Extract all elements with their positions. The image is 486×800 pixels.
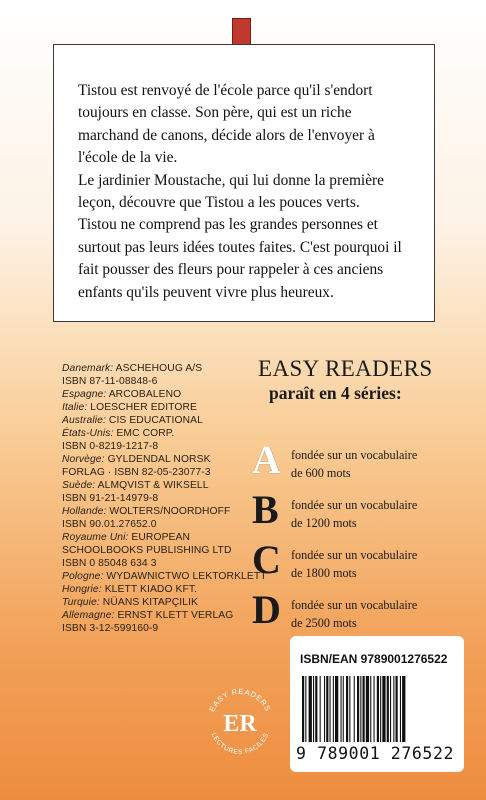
series-letter: B xyxy=(252,487,279,532)
publisher-list xyxy=(62,362,272,635)
publisher-name: GYLDENDAL NORSK xyxy=(107,454,211,465)
publisher-name: ISBN 90.01.27652.0 xyxy=(62,519,157,530)
barcode-bar xyxy=(313,676,314,742)
series-desc-line1: fondée sur un vocabulaire xyxy=(291,448,418,462)
series-letter: D xyxy=(252,587,281,632)
series-letter: C xyxy=(252,537,281,582)
publisher-name: KLETT KIADO KFT. xyxy=(104,584,198,595)
publisher-name: CIS EDUCATIONAL xyxy=(108,415,203,426)
publisher-name: ALMQVIST & WIKSELL xyxy=(97,480,209,491)
barcode-bar xyxy=(315,676,317,742)
publisher-line xyxy=(62,453,272,466)
barcode-bar xyxy=(382,676,385,742)
publisher-line xyxy=(62,362,272,375)
series-b xyxy=(252,487,452,538)
publisher-name: ARCOBALENO xyxy=(108,389,182,400)
publisher-country: Royaume Uni: xyxy=(62,532,129,543)
logo-initials: ER xyxy=(223,711,257,737)
barcode-bar xyxy=(326,676,328,742)
barcode-bar xyxy=(330,676,331,742)
barcode-bar xyxy=(393,676,394,742)
barcode-bar xyxy=(346,676,348,742)
publisher-country: Allemagne: xyxy=(62,610,115,621)
barcode-bar xyxy=(400,676,401,742)
publisher-country: Norvège: xyxy=(62,454,105,465)
barcode-bar xyxy=(354,676,355,742)
series-desc-line2: de 600 mots xyxy=(291,466,351,480)
barcode-bar xyxy=(374,676,375,742)
publisher-line xyxy=(62,544,272,557)
barcode-bar xyxy=(402,676,405,742)
barcode-bars xyxy=(302,676,452,742)
publisher-name: EUROPEAN xyxy=(131,532,191,543)
barcode-bar xyxy=(302,676,304,742)
series-desc-line2: de 1800 mots xyxy=(291,566,357,580)
publisher-name: LOESCHER EDITORE xyxy=(90,402,197,413)
publisher-line xyxy=(62,401,272,414)
logo-top-text: EASY READERS xyxy=(207,686,273,714)
publisher-country: Turquie: xyxy=(62,597,100,608)
barcode-bar xyxy=(335,676,338,742)
publisher-line xyxy=(62,505,272,518)
publisher-line xyxy=(62,518,272,531)
publisher-name: SCHOOLBOOKS PUBLISHING LTD xyxy=(62,545,232,556)
publisher-line xyxy=(62,570,272,583)
series-desc-line1: fondée sur un vocabulaire xyxy=(291,548,418,562)
series-description xyxy=(291,496,417,532)
easy-readers-logo xyxy=(200,682,280,762)
barcode-bar xyxy=(357,676,359,742)
publisher-line xyxy=(62,583,272,596)
publisher-line xyxy=(62,531,272,544)
barcode-bar xyxy=(396,676,398,742)
series-title: EASY READERS xyxy=(258,356,433,381)
publisher-country: Italie: xyxy=(62,402,88,413)
publisher-name: WYDAWNICTWO LEKTORKLETT xyxy=(106,571,267,582)
series-desc-line1: fondée sur un vocabulaire xyxy=(291,598,418,612)
publisher-line xyxy=(62,479,272,492)
publisher-name: ISBN 3-12-599160-9 xyxy=(62,623,159,634)
publisher-name: FORLAG · ISBN 82-05-23077-3 xyxy=(62,467,211,478)
blurb-paragraph-3: Tistou ne comprend pas les grandes personnes et surtout pas leurs idées toutes faites. C'est pourquoi il fait pousser des fleurs pour rappeler à ces anciens enfants qu'ils peuvent vivre plus heureux. xyxy=(78,216,402,301)
barcode-digits: 9 789001 276522 xyxy=(296,744,455,763)
publisher-line xyxy=(62,427,272,440)
barcode-bar xyxy=(341,676,342,742)
publisher-line xyxy=(62,414,272,427)
series-desc-line1: fondée sur un vocabulaire xyxy=(291,498,418,512)
publisher-country: Suède: xyxy=(62,480,96,491)
series-description xyxy=(291,546,417,582)
series-c xyxy=(252,537,452,588)
publisher-line xyxy=(62,557,272,570)
publisher-name: ISBN 0 85048 634 3 xyxy=(62,558,157,569)
barcode-bar xyxy=(320,676,321,742)
series-description xyxy=(291,596,417,632)
publisher-name: ASCHEHOUG A/S xyxy=(115,363,203,374)
publisher-country: Australie: xyxy=(62,415,106,426)
publisher-line xyxy=(62,622,272,635)
publisher-country: Danemark: xyxy=(62,363,114,374)
barcode-bar xyxy=(324,676,325,742)
barcode-bar xyxy=(309,676,312,742)
barcode-bar xyxy=(380,676,381,742)
series-a xyxy=(252,437,452,488)
logo-bottom-text: LECTURES FACILES xyxy=(209,731,271,757)
publisher-name: ISBN 0-8219-1217-8 xyxy=(62,441,159,452)
publisher-line xyxy=(62,388,272,401)
blurb-paragraph-1: Tistou est renvoyé de l'école parce qu'il s'endort toujours en classe. Son père, qui est un riche marchand de canons, décide alors de l'envoyer à l'école de la vie. xyxy=(78,82,375,167)
publisher-line xyxy=(62,492,272,505)
series-description xyxy=(291,446,417,482)
barcode-bar xyxy=(370,676,371,742)
barcode-bar xyxy=(387,676,389,742)
blurb-paragraph-2: Le jardinier Moustache, qui lui donne la première leçon, découvre que Tistou a les pouces verts. xyxy=(78,171,384,212)
barcode-bar xyxy=(390,676,391,742)
publisher-country: Hollande: xyxy=(62,506,107,517)
publisher-country: États-Unis: xyxy=(62,428,114,439)
publisher-line xyxy=(62,375,272,388)
publisher-name: ISBN 87-11-08848-6 xyxy=(62,376,158,387)
series-d xyxy=(252,587,452,638)
barcode-bar xyxy=(333,676,334,742)
publisher-country: Pologne: xyxy=(62,571,104,582)
publisher-name: ISBN 91-21-14979-8 xyxy=(62,493,159,504)
publisher-country: Hongrie: xyxy=(62,584,102,595)
barcode-bar xyxy=(349,676,350,742)
publisher-line xyxy=(62,466,272,479)
publisher-name: ERNST KLETT VERLAG xyxy=(117,610,234,621)
publisher-country: Espagne: xyxy=(62,389,107,400)
isbn-ean-text: ISBN/EAN 9789001276522 xyxy=(300,652,448,666)
barcode-label xyxy=(290,636,464,772)
blurb-box xyxy=(53,44,435,322)
publisher-line xyxy=(62,596,272,609)
publisher-line xyxy=(62,609,272,622)
barcode-bar xyxy=(377,676,379,742)
barcode-bar xyxy=(366,676,369,742)
publisher-line xyxy=(62,440,272,453)
series-desc-line2: de 1200 mots xyxy=(291,516,357,530)
barcode-bar xyxy=(360,676,361,742)
barcode-bar xyxy=(305,676,306,742)
publisher-name: EMC CORP. xyxy=(116,428,175,439)
publisher-name: WOLTERS/NOORDHOFF xyxy=(109,506,231,517)
barcode-bar xyxy=(363,676,365,742)
barcode-bar xyxy=(343,676,344,742)
series-subtitle: paraît en 4 séries: xyxy=(269,383,402,403)
publisher-name: NÜANS KITAPÇILIK xyxy=(102,597,199,608)
series-desc-line2: de 2500 mots xyxy=(291,616,357,630)
series-letter: A xyxy=(252,437,281,482)
